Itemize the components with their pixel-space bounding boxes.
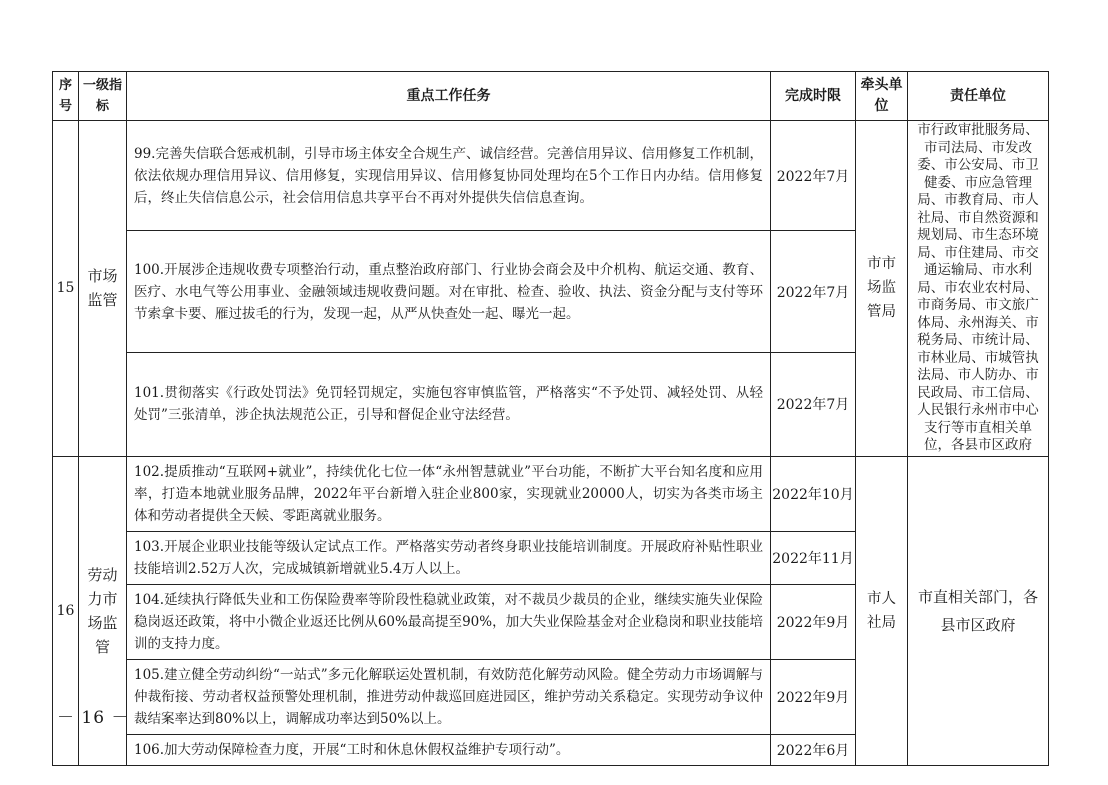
table-row xyxy=(53,456,1049,531)
group-no: 16 xyxy=(53,456,79,765)
table-row xyxy=(53,121,1049,231)
header-deadline: 完成时限 xyxy=(771,72,856,121)
header-no: 序号 xyxy=(53,72,79,121)
page-number: － 16 － xyxy=(57,708,130,728)
group-indicator: 劳动力市场监管 xyxy=(79,456,127,765)
task-text: 101.贯彻落实《行政处罚法》免罚轻罚规定，实施包容审慎监管，严格落实“不予处罚、减轻处罚、从轻处罚”三张清单，涉企执法规范公正，引导和督促企业守法经营。 xyxy=(127,352,771,456)
task-text: 102.提质推动“互联网+就业”，持续优化七位一体“永州智慧就业”平台功能，不断扩大平台知名度和应用率，打造本地就业服务品牌，2022年平台新增入驻企业800家，实现就业20000人，切实为各类市场主体和劳动者提供全天候、零距离就业服务。 xyxy=(127,456,771,531)
lead-unit: 市市场监管局 xyxy=(856,121,908,457)
responsible-units: 市行政审批服务局、市司法局、市发改委、市公安局、市卫健委、市应急管理局、市教育局、市人社局、市自然资源和规划局、市生态环境局、市住建局、市交通运输局、市水利局、市农业农村局、市商务局、市文旅广体局、永州海关、市税务局、市统计局、市林业局、市城管执法局、市人防办、市民政局、市工信局、人民银行永州市中心支行等市直相关单位，各县市区政府 xyxy=(908,121,1049,457)
header-lead: 牵头单位 xyxy=(856,72,908,121)
header-row xyxy=(53,72,1049,121)
header-tasks: 重点工作任务 xyxy=(127,72,771,121)
header-responsible: 责任单位 xyxy=(908,72,1049,121)
task-deadline: 2022年7月 xyxy=(771,352,856,456)
work-task-table xyxy=(52,71,1049,766)
task-text: 105.建立健全劳动纠纷“一站式”多元化解联运处置机制，有效防范化解劳动风险。健全劳动力市场调解与仲裁衔接、劳动者权益预警处理机制，推进劳动仲裁巡回庭进园区，维护劳动关系稳定。实现劳动争议仲裁结案率达到80%以上，调解成功率达到50%以上。 xyxy=(127,659,771,734)
group-no: 15 xyxy=(53,121,79,457)
task-text: 104.延续执行降低失业和工伤保险费率等阶段性稳就业政策，对不裁员少裁员的企业，继续实施失业保险稳岗返还政策，将中小微企业返还比例从60%最高提至90%，加大失业保险基金对企业稳岗和职业技能培训的支持力度。 xyxy=(127,584,771,659)
task-deadline: 2022年7月 xyxy=(771,231,856,352)
task-text: 100.开展涉企违规收费专项整治行动，重点整治政府部门、行业协会商会及中介机构、航运交通、教育、医疗、水电气等公用事业、金融领域违规收费问题。对在审批、检查、验收、执法、资金分配与支付等环节索拿卡要、雁过拔毛的行为，发现一起，从严从快查处一起、曝光一起。 xyxy=(127,231,771,352)
task-deadline: 2022年10月 xyxy=(771,456,856,531)
task-text: 106.加大劳动保障检查力度，开展“工时和休息休假权益维护专项行动”。 xyxy=(127,734,771,765)
header-indicator: 一级指标 xyxy=(79,72,127,121)
responsible-units: 市直相关部门，各县市区政府 xyxy=(908,456,1049,765)
lead-unit: 市人社局 xyxy=(856,456,908,765)
task-deadline: 2022年6月 xyxy=(771,734,856,765)
task-deadline: 2022年11月 xyxy=(771,531,856,584)
task-deadline: 2022年7月 xyxy=(771,121,856,231)
task-deadline: 2022年9月 xyxy=(771,659,856,734)
task-text: 99.完善失信联合惩戒机制，引导市场主体安全合规生产、诚信经营。完善信用异议、信用修复工作机制，依法依规办理信用异议、信用修复，实现信用异议、信用修复协同处理均在5个工作日内办结。信用修复后，终止失信信息公示，社会信用信息共享平台不再对外提供失信信息查询。 xyxy=(127,121,771,231)
task-deadline: 2022年9月 xyxy=(771,584,856,659)
group-indicator: 市场监管 xyxy=(79,121,127,457)
task-text: 103.开展企业职业技能等级认定试点工作。严格落实劳动者终身职业技能培训制度。开展政府补贴性职业技能培训2.52万人次，完成城镇新增就业5.4万人以上。 xyxy=(127,531,771,584)
